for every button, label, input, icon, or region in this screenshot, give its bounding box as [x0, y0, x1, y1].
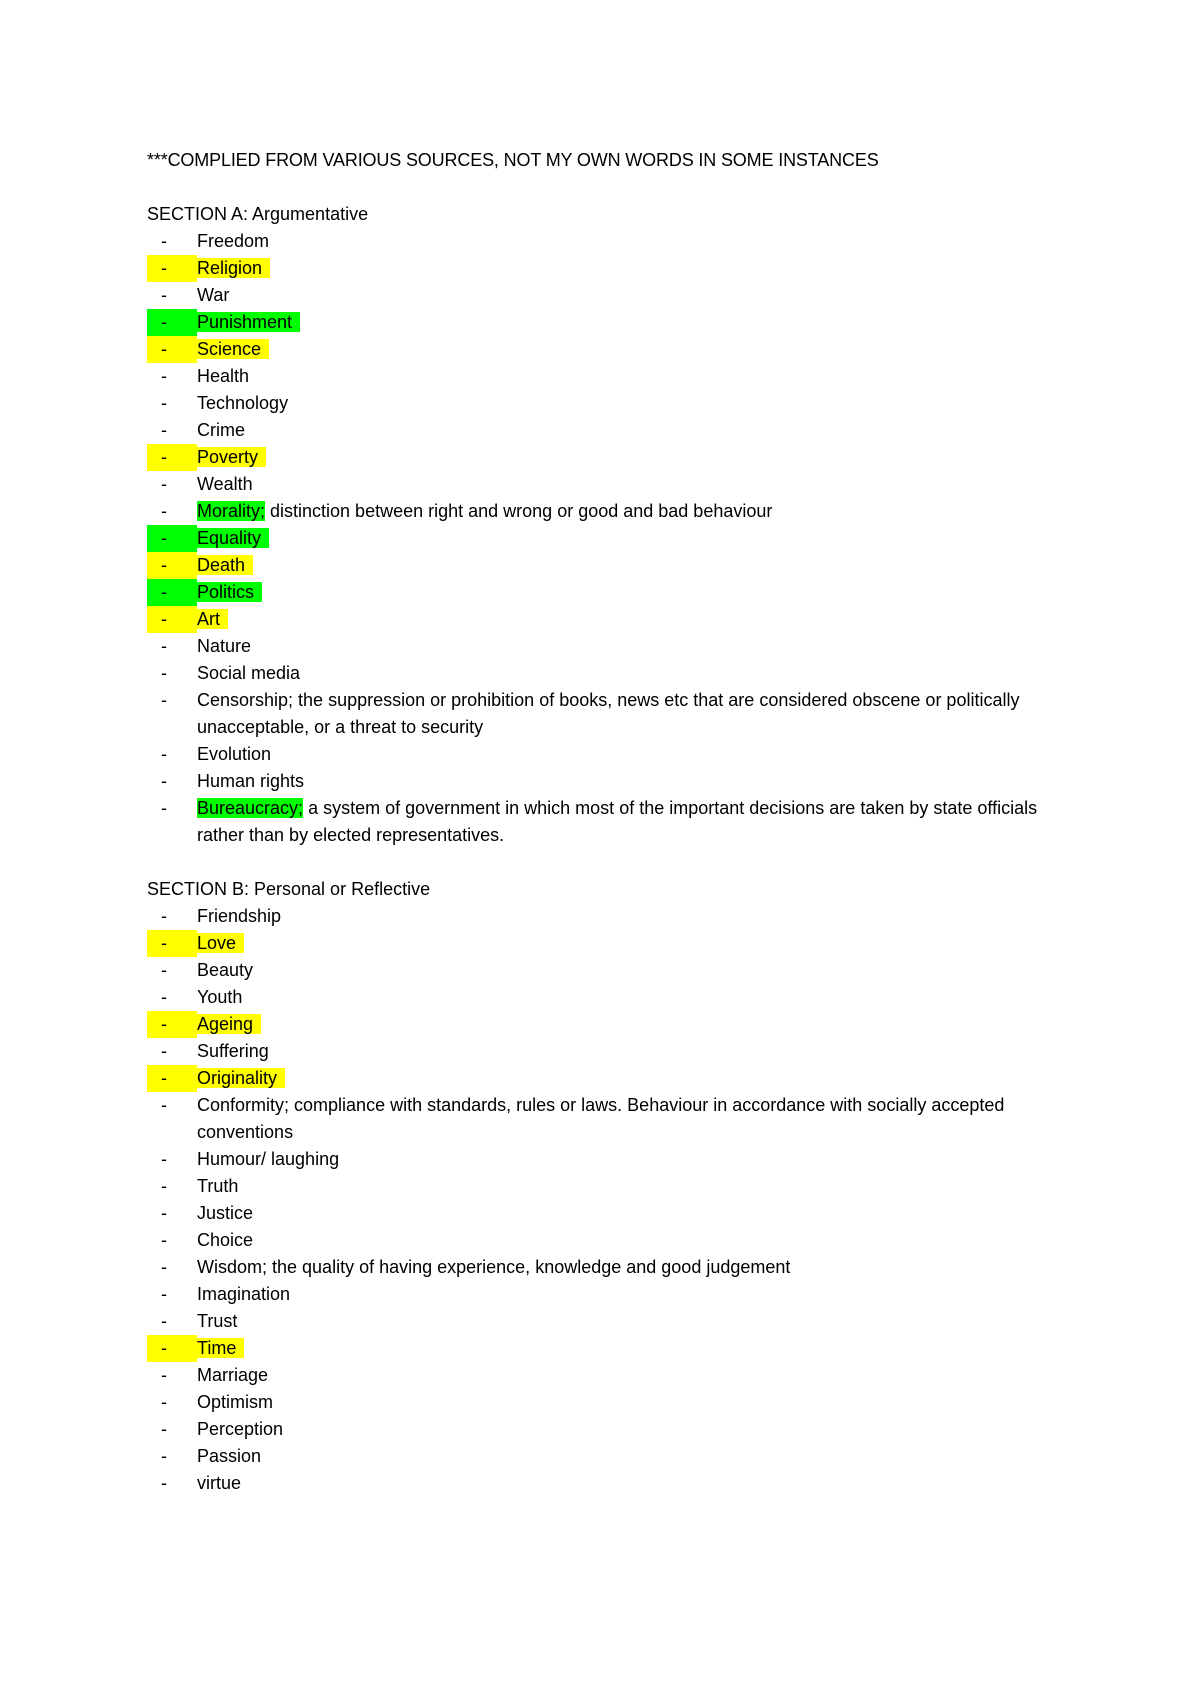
list-item-text — [197, 1011, 1067, 1038]
list-item — [147, 363, 1067, 390]
list-bullet-dash: - — [161, 1149, 167, 1169]
list-item-term: Art — [197, 609, 228, 629]
list-item — [147, 309, 1067, 336]
list-item-term: Time — [197, 1338, 244, 1358]
list-bullet-dash: - — [161, 1095, 167, 1115]
section-a — [147, 201, 1067, 849]
section-b-list — [147, 903, 1067, 1497]
list-item — [147, 687, 1067, 741]
list-bullet-dash: - — [147, 309, 197, 336]
list-item — [147, 498, 1067, 525]
list-bullet-dash: - — [161, 771, 167, 791]
list-bullet-dash: - — [147, 606, 197, 633]
list-item-text — [197, 1443, 1067, 1470]
list-item-term: Wealth — [197, 474, 253, 494]
list-item — [147, 1038, 1067, 1065]
list-item-term: virtue — [197, 1473, 242, 1493]
list-item-term: Crime — [197, 420, 245, 440]
list-item-text — [197, 309, 1067, 336]
list-item — [147, 336, 1067, 363]
list-item — [147, 1200, 1067, 1227]
list-item-text — [197, 525, 1067, 552]
list-bullet-dash: - — [161, 474, 167, 494]
list-item — [147, 471, 1067, 498]
list-bullet-dash: - — [147, 579, 197, 606]
list-item-text — [197, 1200, 1067, 1227]
list-item-term: Friendship — [197, 906, 282, 926]
list-item — [147, 1443, 1067, 1470]
list-item-text — [197, 228, 1067, 255]
list-bullet-dash: - — [161, 960, 167, 980]
list-item-term: Poverty — [197, 447, 266, 467]
section-b-heading: SECTION B: Personal or Reflective — [147, 879, 431, 899]
list-item-text — [197, 336, 1067, 363]
list-bullet-dash: - — [161, 1041, 167, 1061]
list-item-term: Religion — [197, 258, 270, 278]
list-bullet-dash: - — [161, 744, 167, 764]
list-bullet-dash: - — [161, 798, 167, 818]
list-item — [147, 903, 1067, 930]
list-item-text — [197, 1362, 1067, 1389]
list-item-text — [197, 1146, 1067, 1173]
list-item-term: Morality; — [197, 501, 266, 521]
list-item-term: Health — [197, 366, 250, 386]
list-item-text — [197, 282, 1067, 309]
source-note: ***COMPLIED FROM VARIOUS SOURCES, NOT MY OWN WORDS IN SOME INSTANCES — [147, 150, 879, 170]
list-item-text — [197, 687, 1067, 741]
list-item — [147, 1173, 1067, 1200]
list-item-text — [197, 417, 1067, 444]
list-bullet-dash: - — [161, 1257, 167, 1277]
list-item — [147, 930, 1067, 957]
list-bullet-dash: - — [161, 231, 167, 251]
list-item — [147, 741, 1067, 768]
list-item — [147, 957, 1067, 984]
list-item-term: Human rights — [197, 771, 305, 791]
list-item — [147, 282, 1067, 309]
list-item — [147, 1362, 1067, 1389]
list-bullet-dash: - — [147, 525, 197, 552]
list-bullet-dash: - — [147, 255, 197, 282]
list-item-term: Censorship; — [197, 690, 294, 710]
list-item-text — [197, 741, 1067, 768]
list-item — [147, 1254, 1067, 1281]
list-item-term: Equality — [197, 528, 269, 548]
list-item-term: Freedom — [197, 231, 270, 251]
list-item-text — [197, 930, 1067, 957]
list-bullet-dash: - — [161, 1176, 167, 1196]
list-item-text — [197, 579, 1067, 606]
document-content — [147, 147, 1067, 1497]
list-item — [147, 633, 1067, 660]
list-bullet-dash: - — [161, 906, 167, 926]
list-item-text — [197, 390, 1067, 417]
list-item-term: Imagination — [197, 1284, 291, 1304]
list-item-text — [197, 1038, 1067, 1065]
list-item-text — [197, 1416, 1067, 1443]
list-item-text — [197, 1281, 1067, 1308]
list-item-term: Evolution — [197, 744, 272, 764]
list-bullet-dash: - — [161, 420, 167, 440]
list-item-term: Social media — [197, 663, 301, 683]
list-item-term: War — [197, 285, 230, 305]
list-item — [147, 1416, 1067, 1443]
list-item — [147, 552, 1067, 579]
list-bullet-dash: - — [147, 1065, 197, 1092]
list-item-term: Perception — [197, 1419, 284, 1439]
list-item-term: Truth — [197, 1176, 239, 1196]
list-item-text — [197, 606, 1067, 633]
list-item — [147, 1335, 1067, 1362]
list-item-term: Passion — [197, 1446, 262, 1466]
list-item-term: Justice — [197, 1203, 254, 1223]
section-b — [147, 876, 1067, 1497]
list-item — [147, 444, 1067, 471]
list-bullet-dash: - — [161, 393, 167, 413]
list-item-term: Beauty — [197, 960, 254, 980]
list-item-text — [197, 1065, 1067, 1092]
list-item-text — [197, 471, 1067, 498]
list-item-term: Originality — [197, 1068, 285, 1088]
list-item-text — [197, 1335, 1067, 1362]
list-item — [147, 660, 1067, 687]
list-item — [147, 1227, 1067, 1254]
list-bullet-dash: - — [161, 1284, 167, 1304]
list-item-text — [197, 1470, 1067, 1497]
list-item-text — [197, 957, 1067, 984]
list-item-term: Science — [197, 339, 269, 359]
list-item — [147, 1470, 1067, 1497]
list-item-text — [197, 1308, 1067, 1335]
list-item-text — [197, 363, 1067, 390]
list-item-text — [197, 1092, 1067, 1146]
list-bullet-dash: - — [161, 1392, 167, 1412]
list-bullet-dash: - — [161, 1311, 167, 1331]
list-item-term: Youth — [197, 987, 243, 1007]
list-item-text — [197, 1227, 1067, 1254]
list-item-term: Ageing — [197, 1014, 261, 1034]
list-bullet-dash: - — [161, 1230, 167, 1250]
list-bullet-dash: - — [161, 1203, 167, 1223]
list-item-term: Choice — [197, 1230, 254, 1250]
list-item-term: Trust — [197, 1311, 238, 1331]
list-bullet-dash: - — [147, 336, 197, 363]
list-item-definition: the suppression or prohibition of books, news etc that are considered obscene or politically unacceptable, or a threat to security — [197, 690, 1025, 737]
list-bullet-dash: - — [161, 987, 167, 1007]
list-item — [147, 606, 1067, 633]
list-bullet-dash: - — [161, 366, 167, 386]
list-item — [147, 768, 1067, 795]
list-bullet-dash: - — [161, 1365, 167, 1385]
list-bullet-dash: - — [161, 1419, 167, 1439]
list-item-text — [197, 444, 1067, 471]
list-item-term: Love — [197, 933, 244, 953]
list-bullet-dash: - — [147, 552, 197, 579]
list-bullet-dash: - — [161, 1473, 167, 1493]
list-bullet-dash: - — [161, 690, 167, 710]
list-item — [147, 417, 1067, 444]
list-item-text — [197, 768, 1067, 795]
list-item-definition: compliance with standards, rules or laws. Behaviour in accordance with socially accepted conventions — [197, 1095, 1010, 1142]
list-item-text — [197, 903, 1067, 930]
list-item — [147, 1281, 1067, 1308]
list-bullet-dash: - — [147, 1335, 197, 1362]
list-item — [147, 1065, 1067, 1092]
list-bullet-dash: - — [161, 501, 167, 521]
list-item — [147, 1308, 1067, 1335]
list-bullet-dash: - — [147, 444, 197, 471]
list-item — [147, 525, 1067, 552]
list-item-term: Optimism — [197, 1392, 273, 1412]
list-item-text — [197, 1389, 1067, 1416]
list-item-text — [197, 552, 1067, 579]
list-bullet-dash: - — [161, 636, 167, 656]
list-item — [147, 1092, 1067, 1146]
list-item — [147, 255, 1067, 282]
list-item — [147, 579, 1067, 606]
list-bullet-dash: - — [161, 1446, 167, 1466]
list-bullet-dash: - — [161, 285, 167, 305]
section-a-heading: SECTION A: Argumentative — [147, 204, 369, 224]
list-item-text — [197, 795, 1067, 849]
list-item-term: Conformity; — [197, 1095, 290, 1115]
list-item — [147, 228, 1067, 255]
list-item-text — [197, 660, 1067, 687]
list-item-text — [197, 498, 1067, 525]
list-bullet-dash: - — [147, 930, 197, 957]
list-item-term: Technology — [197, 393, 289, 413]
list-item — [147, 984, 1067, 1011]
list-bullet-dash: - — [161, 663, 167, 683]
list-item — [147, 390, 1067, 417]
list-item-definition: a system of government in which most of the important decisions are taken by state officials rather than by elected representatives. — [197, 798, 1043, 845]
list-item-definition: the quality of having experience, knowledge and good judgement — [267, 1257, 791, 1277]
list-item-term: Punishment — [197, 312, 300, 332]
list-item-term: Marriage — [197, 1365, 269, 1385]
list-item — [147, 1389, 1067, 1416]
list-item-term: Humour/ laughing — [197, 1149, 340, 1169]
list-item — [147, 795, 1067, 849]
list-bullet-dash: - — [147, 1011, 197, 1038]
list-item — [147, 1146, 1067, 1173]
list-item-text — [197, 1173, 1067, 1200]
section-a-list — [147, 228, 1067, 849]
list-item-definition: distinction between right and wrong or good and bad behaviour — [265, 501, 773, 521]
list-item — [147, 1011, 1067, 1038]
list-item-term: Bureaucracy; — [197, 798, 304, 818]
list-item-term: Nature — [197, 636, 252, 656]
list-item-term: Suffering — [197, 1041, 269, 1061]
list-item-text — [197, 255, 1067, 282]
list-item-term: Death — [197, 555, 253, 575]
list-item-term: Politics — [197, 582, 262, 602]
list-item-text — [197, 1254, 1067, 1281]
list-item-text — [197, 984, 1067, 1011]
list-item-text — [197, 633, 1067, 660]
list-item-term: Wisdom; — [197, 1257, 268, 1277]
